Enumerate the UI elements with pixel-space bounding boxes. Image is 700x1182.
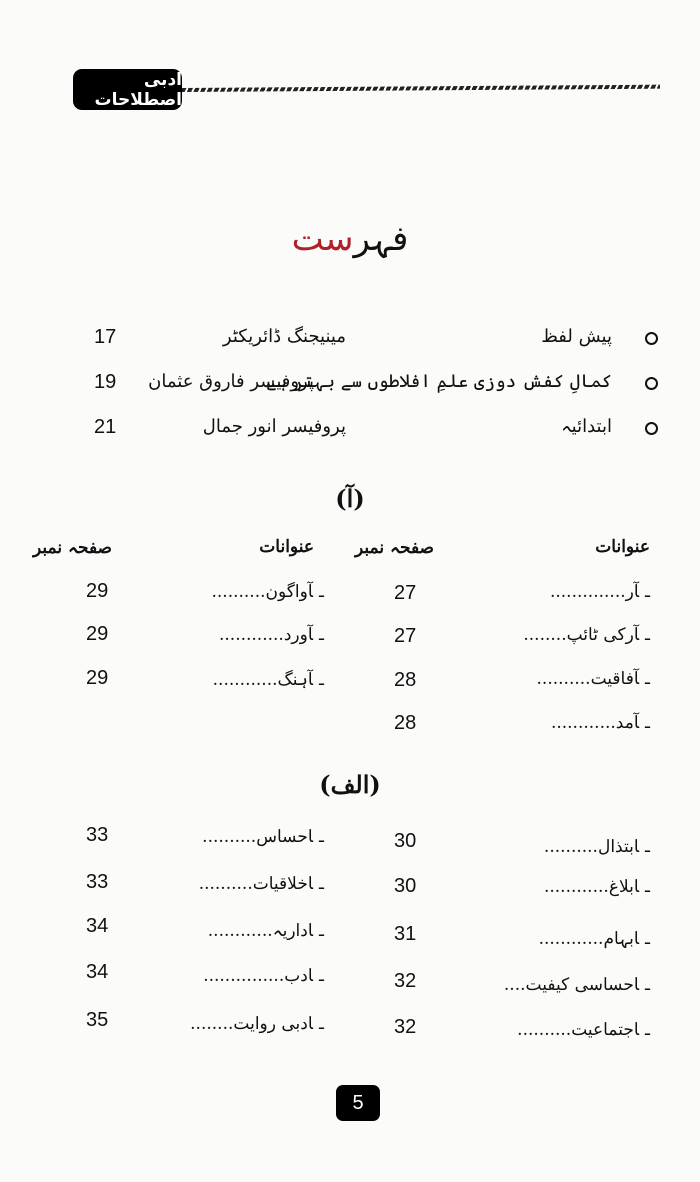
column-head-titles: عنوانات [259,537,314,557]
intro-author: پروفیسر فاروق عثمان [148,371,314,392]
page-number: 5 [352,1091,364,1114]
toc-page: 31 [394,923,417,945]
intro-row [0,416,700,446]
section-heading-alif-madd: (آ) [335,484,365,513]
toc-page: 28 [394,712,417,734]
toc-page: 33 [86,824,109,846]
toc-entry: ـادب............... [203,966,324,986]
toc-page: 35 [86,1009,109,1031]
toc-entry: ـاحساس.......... [202,827,324,847]
toc-page: 27 [394,625,417,647]
intro-title: پیش لفظ [541,326,612,347]
bullet-icon [645,332,658,345]
intro-page: 17 [94,326,117,348]
header-rope-rule [182,85,660,92]
intro-author: مینیجنگ ڈائریکٹر [222,326,346,347]
toc-entry: ـآورد............ [218,625,324,645]
section-heading-alif: (الف) [319,770,381,799]
column-head-page: صفحہ نمبر [33,538,112,558]
toc-page: 30 [394,830,417,852]
column-head-page: صفحہ نمبر [355,538,434,558]
toc-page: 32 [394,1016,417,1038]
toc-page: 30 [394,875,417,897]
toc-entry: ـابتذال.......... [543,837,650,857]
intro-page: 19 [94,371,117,393]
running-title: ادبی اصطلاحات [94,69,182,110]
intro-author: پروفیسر انور جمال [202,416,346,437]
toc-page: 34 [86,961,109,983]
toc-entry: ـاحساسی کیفیت.... [503,975,650,995]
toc-entry: ـادبی روایت........ [190,1014,324,1034]
toc-page: 27 [394,582,417,604]
toc-entry: ـاداریہ............ [207,921,324,941]
toc-entry: ـآر.............. [549,582,650,602]
toc-entry: ـابلاغ............ [543,877,650,897]
intro-page: 21 [94,416,117,438]
intro-title: ابتدائیہ [561,416,612,437]
toc-page: 29 [86,667,109,689]
toc-entry: ـابہام............ [538,929,650,949]
bullet-icon [645,377,658,390]
page-number-badge [336,1085,380,1121]
intro-row [0,371,700,401]
toc-page: 32 [394,970,417,992]
toc-entry: ـآرکی ٹائپ........ [523,625,650,645]
toc-entry: ـاخلاقیات.......... [198,874,324,894]
toc-page: 28 [394,669,417,691]
toc-page: 29 [86,623,109,645]
intro-row [0,326,700,356]
toc-page: 34 [86,915,109,937]
title-main: فہر [353,219,409,259]
toc-page: 29 [86,580,109,602]
toc-entry: ـاجتماعیت.......... [517,1020,650,1040]
column-head-titles: عنوانات [595,537,650,557]
bullet-icon [645,422,658,435]
toc-entry: ـآمد............ [550,713,650,733]
title-accent: ست [291,219,354,259]
running-title-tab [73,69,182,110]
intro-title: کمالِ کفش دوزی علمِ افلاطوں سے بہتر ہے [266,371,612,392]
toc-page: 33 [86,871,109,893]
toc-entry: ـآواگون.......... [211,582,324,602]
page-title [0,218,700,259]
toc-entry: ـآفاقیت.......... [536,669,650,689]
toc-entry: ـآہنگ............ [212,670,324,690]
